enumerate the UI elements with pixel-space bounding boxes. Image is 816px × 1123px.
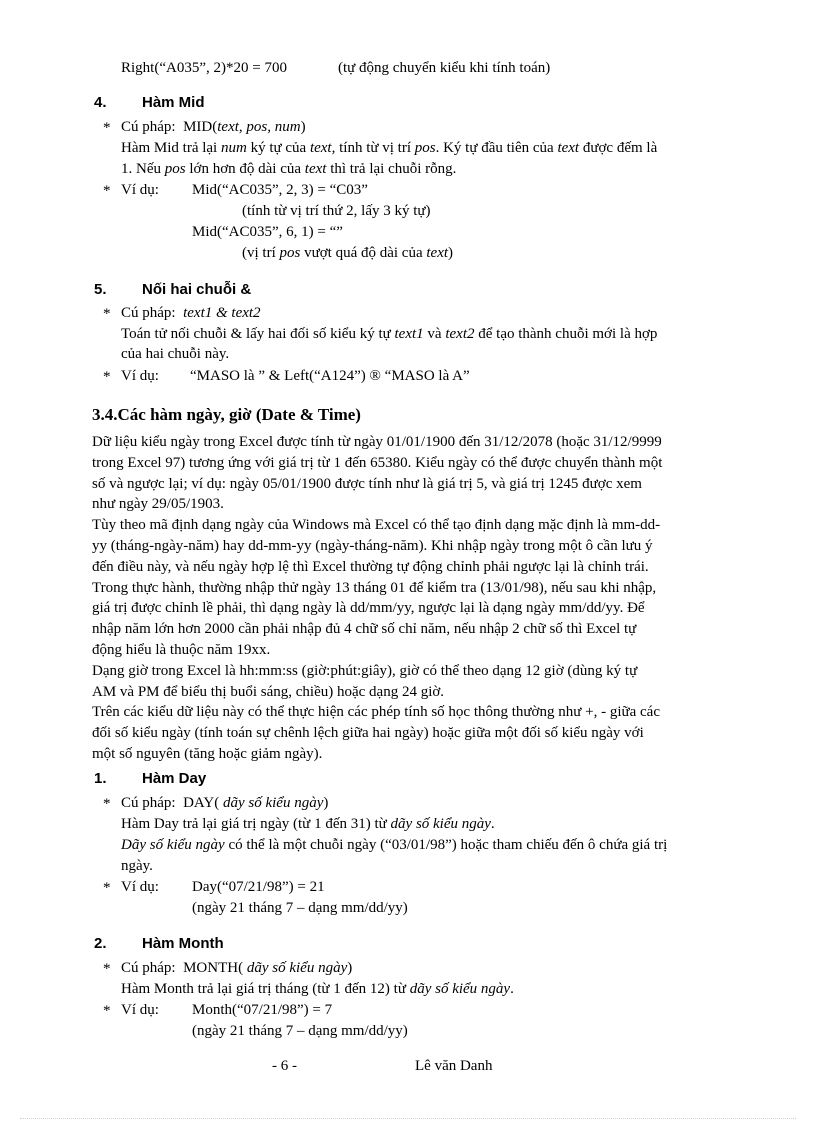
mid-example-1: Mid(“AC035”, 2, 3) = “C03” [192, 182, 368, 198]
concat-description-line1: Toán tử nối chuỗi & lấy hai đối số kiểu ký tự text1 và text2 để tạo thành chuỗi mới là hợp [121, 326, 658, 342]
paragraph-line: nhập năm lớn hơn 2000 cần phải nhập đủ 4 chữ số chỉ năm, nếu nhập 2 chữ số thì Excel tự [92, 621, 637, 638]
page-number: - 6 - [272, 1058, 297, 1074]
page-bottom-divider [20, 1118, 796, 1119]
right-example: Right(“A035”, 2)*20 = 700 [121, 60, 287, 76]
syntax-label: Cú pháp: [121, 305, 176, 321]
concat-syntax: Cú pháp: text1 & text2 [121, 305, 261, 321]
bullet-icon: * [103, 369, 111, 385]
bullet-icon: * [103, 796, 111, 812]
day-description-line3: ngày. [121, 858, 153, 874]
paragraph-line: đối số kiểu ngày (tính toán sự chênh lệch giữa hai ngày) hoặc giữa một đối số kiểu ngày với [92, 725, 644, 742]
paragraph-line: Trong thực hành, thường nhập thử ngày 13 tháng 01 để kiểm tra (13/01/98), nếu sau khi nhập, [92, 579, 657, 596]
month-heading: Hàm Month [142, 935, 224, 952]
mid-number: 4. [94, 94, 107, 111]
day-number: 1. [94, 770, 107, 787]
right-example-note: (tự động chuyển kiểu khi tính toán) [338, 60, 551, 76]
bullet-icon: * [103, 961, 111, 977]
bullet-icon: * [103, 183, 111, 199]
mid-syntax: Cú pháp: MID(text, pos, num) [121, 119, 306, 135]
day-syntax: Cú pháp: DAY( dãy số kiểu ngày) [121, 795, 329, 811]
paragraph-line: Trên các kiểu dữ liệu này có thể thực hiện các phép tính số học thông thường như +, - giữa các [92, 704, 661, 721]
day-description-line1: Hàm Day trả lại giá trị ngày (từ 1 đến 31) từ dãy số kiểu ngày. [121, 816, 495, 832]
example-label: Ví dụ: [121, 1002, 159, 1018]
bullet-icon: * [103, 1003, 111, 1019]
paragraph-line: số và ngược lại; ví dụ: ngày 05/01/1900 được tính như là giá trị 5, và giá trị 1245 được xem [92, 475, 642, 492]
paragraph-line: giá trị được chỉnh lề phải, thì dạng ngày là dd/mm/yy, ngược lại là dạng ngày mm/dd/yy. Để [92, 600, 645, 617]
paragraph-line: Dữ liệu kiểu ngày trong Excel được tính từ ngày 01/01/1900 đến 31/12/2078 (hoặc 31/12/9999 [92, 434, 662, 450]
mid-example-2: Mid(“AC035”, 6, 1) = “” [192, 224, 343, 240]
mid-heading: Hàm Mid [142, 94, 205, 111]
paragraph-line: động hiểu là thuộc năm 19xx. [92, 641, 271, 658]
day-description-line2: Dãy số kiểu ngày có thể là một chuỗi ngày (“03/01/98”) hoặc tham chiếu đến ô chứa giá trị [121, 837, 668, 853]
paragraph-line: AM và PM để biểu thị buổi sáng, chiều) hoặc dạng 24 giờ. [92, 683, 445, 700]
month-example: Month(“07/21/98”) = 7 [192, 1002, 333, 1018]
concat-number: 5. [94, 281, 107, 298]
mid-example-2-note: (vị trí pos vượt quá độ dài của text) [242, 245, 454, 261]
day-heading: Hàm Day [142, 770, 207, 787]
mid-description-line1: Hàm Mid trả lại num ký tự của text, tính từ vị trí pos. Ký tự đầu tiên của text được đếm là [121, 140, 658, 156]
month-number: 2. [94, 935, 107, 952]
example-label: Ví dụ: [121, 182, 159, 198]
day-example: Day(“07/21/98”) = 21 [192, 879, 325, 895]
bullet-icon: * [103, 120, 111, 136]
syntax-label: Cú pháp: [121, 119, 176, 135]
bullet-icon: * [103, 306, 111, 322]
footer-author: Lê văn Danh [415, 1058, 493, 1074]
month-description: Hàm Month trả lại giá trị tháng (từ 1 đến 12) từ dãy số kiểu ngày. [121, 981, 514, 997]
day-example-note: (ngày 21 tháng 7 – dạng mm/dd/yy) [192, 900, 408, 916]
bullet-icon: * [103, 880, 111, 896]
paragraph-line: Dạng giờ trong Excel là hh:mm:ss (giờ:phút:giây), giờ có thể theo dạng 12 giờ (dùng ký tự [92, 662, 638, 679]
paragraph-line: Tùy theo mã định dạng ngày của Windows mà Excel có thể tạo định dạng mặc định là mm-dd- [92, 517, 661, 534]
concat-example: “MASO là ” & Left(“A124”) ® “MASO là A” [190, 368, 470, 384]
paragraph-line: một số nguyên (tăng hoặc giảm ngày). [92, 745, 323, 762]
mid-description-line2: 1. Nếu pos lớn hơn độ dài của text thì trả lại chuỗi rỗng. [121, 161, 457, 177]
syntax-label: Cú pháp: [121, 795, 176, 811]
concat-description-line2: của hai chuỗi này. [121, 346, 230, 362]
paragraph-line: yy (tháng-ngày-năm) hay dd-mm-yy (ngày-tháng-năm). Khi nhập ngày trong một ô cần lưu ý [92, 537, 653, 554]
concat-heading: Nối hai chuỗi & [142, 281, 252, 298]
mid-example-1-note: (tính từ vị trí thứ 2, lấy 3 ký tự) [242, 203, 431, 219]
section-heading: 3.4.Các hàm ngày, giờ (Date & Time) [92, 405, 361, 424]
section-paragraph [92, 432, 774, 765]
example-label: Ví dụ: [121, 368, 159, 384]
example-label: Ví dụ: [121, 879, 159, 895]
month-syntax: Cú pháp: MONTH( dãy số kiểu ngày) [121, 960, 353, 976]
paragraph-line: đến điều này, và nếu ngày hợp lệ thì Excel thường tự động chỉnh phải ngược lại là chỉnh trái. [92, 558, 649, 575]
paragraph-line: như ngày 29/05/1903. [92, 496, 224, 513]
month-example-note: (ngày 21 tháng 7 – dạng mm/dd/yy) [192, 1023, 408, 1039]
syntax-label: Cú pháp: [121, 960, 176, 976]
paragraph-line: trong Excel 97) tương ứng với giá trị từ 1 đến 65380. Kiểu ngày có thể được chuyển thành một [92, 454, 663, 471]
